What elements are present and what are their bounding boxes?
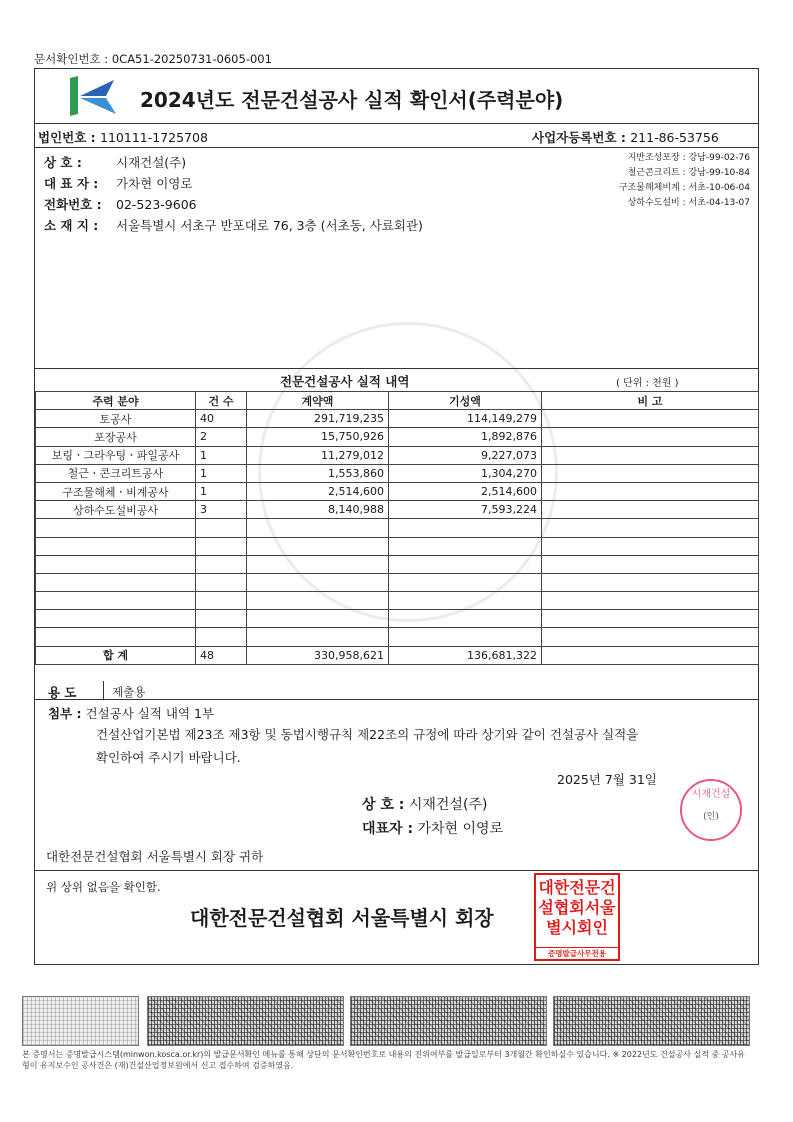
table-cell xyxy=(542,573,759,591)
usage-label: 용 도 xyxy=(48,685,77,700)
table-cell: 1,892,876 xyxy=(389,428,542,446)
addressee: 대한전문건설협회 서울특별시 회장 귀하 xyxy=(46,849,264,864)
header-count: 건 수 xyxy=(196,392,247,410)
table-cell: 2,514,600 xyxy=(389,482,542,500)
table-title: 전문건설공사 실적 내역 xyxy=(280,374,410,389)
table-cell xyxy=(36,555,196,573)
table-row xyxy=(36,446,759,464)
table-row-empty xyxy=(36,573,759,591)
table-cell: 구조물해체ㆍ비계공사 xyxy=(36,482,196,500)
table-cell: 9,227,073 xyxy=(389,446,542,464)
address-row: 소 재 지 : 서울특별시 서초구 반포대로 76, 3층 (서초동, 사료회관) xyxy=(44,218,423,233)
table-cell: 136,681,322 xyxy=(389,646,542,664)
table-cell: 1,553,860 xyxy=(247,464,389,482)
company-name-row: 상 호 : 시재건설(주) xyxy=(44,155,187,170)
table-cell xyxy=(196,628,247,646)
barcode-image xyxy=(553,996,750,1046)
table-cell xyxy=(389,573,542,591)
table-cell xyxy=(196,610,247,628)
confirm-text: 위 상위 없음을 확인함. xyxy=(46,880,161,894)
sign-representative: 대표자 : 가차현 이영로 xyxy=(362,821,504,837)
table-cell: 11,279,012 xyxy=(247,446,389,464)
table-cell xyxy=(36,537,196,555)
issue-date: 2025년 7월 31일 xyxy=(557,772,657,787)
license-item: 철근콘크리트 : 강남-99-10-84 xyxy=(627,168,750,178)
table-cell xyxy=(542,446,759,464)
table-row-empty xyxy=(36,519,759,537)
business-registration-number: 사업자등록번호 : 211-86-53756 xyxy=(532,130,719,145)
license-item: 구조물해체비계 : 서초-10-06-04 xyxy=(618,183,750,193)
table-cell: 291,719,235 xyxy=(247,410,389,428)
table-cell xyxy=(542,555,759,573)
table-cell: 1 xyxy=(196,482,247,500)
table-cell xyxy=(196,592,247,610)
association-seal-stamp: 대한전문건 설협회서울 별시회인 증명발급사무전용 xyxy=(534,873,620,961)
barcode-image xyxy=(22,996,139,1046)
table-row xyxy=(36,482,759,500)
table-cell: 8,140,988 xyxy=(247,501,389,519)
attachment-row: 첨부 : 건설공사 실적 내역 1부 xyxy=(48,706,215,721)
table-cell xyxy=(542,646,759,664)
company-seal-stamp: 시재건설 (인) xyxy=(680,779,742,841)
table-cell xyxy=(196,519,247,537)
table-cell xyxy=(36,610,196,628)
table-cell: 7,593,224 xyxy=(389,501,542,519)
table-cell xyxy=(196,555,247,573)
representative-row: 대 표 자 : 가차현 이영로 xyxy=(44,176,193,191)
table-cell xyxy=(542,482,759,500)
table-cell: 114,149,279 xyxy=(389,410,542,428)
table-cell xyxy=(247,573,389,591)
table-cell xyxy=(196,537,247,555)
sign-company: 상 호 : 시재건설(주) xyxy=(362,797,488,813)
table-cell: 3 xyxy=(196,501,247,519)
performance-table xyxy=(35,391,759,665)
table-cell xyxy=(542,428,759,446)
table-cell xyxy=(389,628,542,646)
table-cell: 2,514,600 xyxy=(247,482,389,500)
table-cell: 1 xyxy=(196,446,247,464)
table-cell xyxy=(389,592,542,610)
table-cell: 1,304,270 xyxy=(389,464,542,482)
table-row-empty xyxy=(36,592,759,610)
table-cell xyxy=(389,537,542,555)
table-header-row xyxy=(36,392,759,410)
table-row-empty xyxy=(36,610,759,628)
table-cell: 15,750,926 xyxy=(247,428,389,446)
table-cell: 포장공사 xyxy=(36,428,196,446)
body-text-line2: 확인하여 주시기 바랍니다. xyxy=(96,750,241,765)
barcode-image xyxy=(147,996,344,1046)
table-cell: 2 xyxy=(196,428,247,446)
table-cell xyxy=(389,610,542,628)
table-cell xyxy=(542,628,759,646)
header-field: 주력 분야 xyxy=(36,392,196,410)
table-cell: 보링ㆍ그라우팅ㆍ파일공사 xyxy=(36,446,196,464)
table-cell xyxy=(36,628,196,646)
license-item: 지반조성포장 : 강남-99-02-76 xyxy=(627,153,750,163)
kosca-logo-icon xyxy=(66,74,122,118)
table-row xyxy=(36,464,759,482)
table-row-empty xyxy=(36,628,759,646)
table-cell xyxy=(542,610,759,628)
table-cell xyxy=(542,410,759,428)
table-total-row xyxy=(36,646,759,664)
document-confirm-number: 문서확인번호 : 0CA51-20250731-0605-001 xyxy=(34,52,272,66)
table-cell: 48 xyxy=(196,646,247,664)
table-cell xyxy=(542,519,759,537)
phone-row: 전화번호 : 02-523-9606 xyxy=(44,197,197,212)
table-cell xyxy=(542,501,759,519)
table-row xyxy=(36,428,759,446)
table-cell xyxy=(247,537,389,555)
table-cell: 합 계 xyxy=(36,646,196,664)
table-row-empty xyxy=(36,537,759,555)
table-cell xyxy=(389,555,542,573)
table-cell xyxy=(247,592,389,610)
table-cell xyxy=(196,573,247,591)
header-contract: 계약액 xyxy=(247,392,389,410)
table-cell: 330,958,621 xyxy=(247,646,389,664)
barcode-image xyxy=(350,996,547,1046)
table-cell xyxy=(542,592,759,610)
table-cell xyxy=(36,573,196,591)
header-note: 비 고 xyxy=(542,392,759,410)
header-done: 기성액 xyxy=(389,392,542,410)
table-row xyxy=(36,501,759,519)
license-list xyxy=(520,151,750,211)
table-cell xyxy=(247,519,389,537)
table-cell: 토공사 xyxy=(36,410,196,428)
table-cell xyxy=(542,537,759,555)
table-cell xyxy=(389,519,542,537)
table-cell: 40 xyxy=(196,410,247,428)
table-cell xyxy=(247,628,389,646)
table-cell xyxy=(36,592,196,610)
table-cell: 상하수도설비공사 xyxy=(36,501,196,519)
page-title: 2024년도 전문건설공사 실적 확인서(주력분야) xyxy=(140,88,564,112)
table-cell xyxy=(542,464,759,482)
issuer-name: 대한전문건설협회 서울특별시 회장 xyxy=(190,906,494,930)
body-text-line1: 건설산업기본법 제23조 제3항 및 동법시행규칙 제22조의 규정에 따라 상기와 같이 건설공사 실적을 xyxy=(96,727,639,742)
usage-value: 제출용 xyxy=(112,685,146,699)
unit-label: ( 단위 : 천원 ) xyxy=(616,378,679,389)
table-cell xyxy=(247,555,389,573)
table-cell: 1 xyxy=(196,464,247,482)
table-cell xyxy=(247,610,389,628)
footer-note: 본 증명서는 증명발급시스템(minwon.kosca.or.kr)의 발급문서확인 메뉴를 통해 상단의 문서확인번호로 내용의 진위여부를 발급일로부터 3개월간 확인하실수 있습니다. ※ 2022년도 건설공사 실적 중 공사유형이 유지보수인 공사건은 (재)건설산업정보원에서 신고 접수하여 검증하였음. xyxy=(22,1050,745,1070)
table-cell xyxy=(36,519,196,537)
table-row-empty xyxy=(36,555,759,573)
table-row xyxy=(36,410,759,428)
corporate-number: 법인번호 : 110111-1725708 xyxy=(38,130,208,145)
license-item: 상하수도설비 : 서초-04-13-07 xyxy=(627,198,750,208)
table-cell: 철근ㆍ콘크리트공사 xyxy=(36,464,196,482)
